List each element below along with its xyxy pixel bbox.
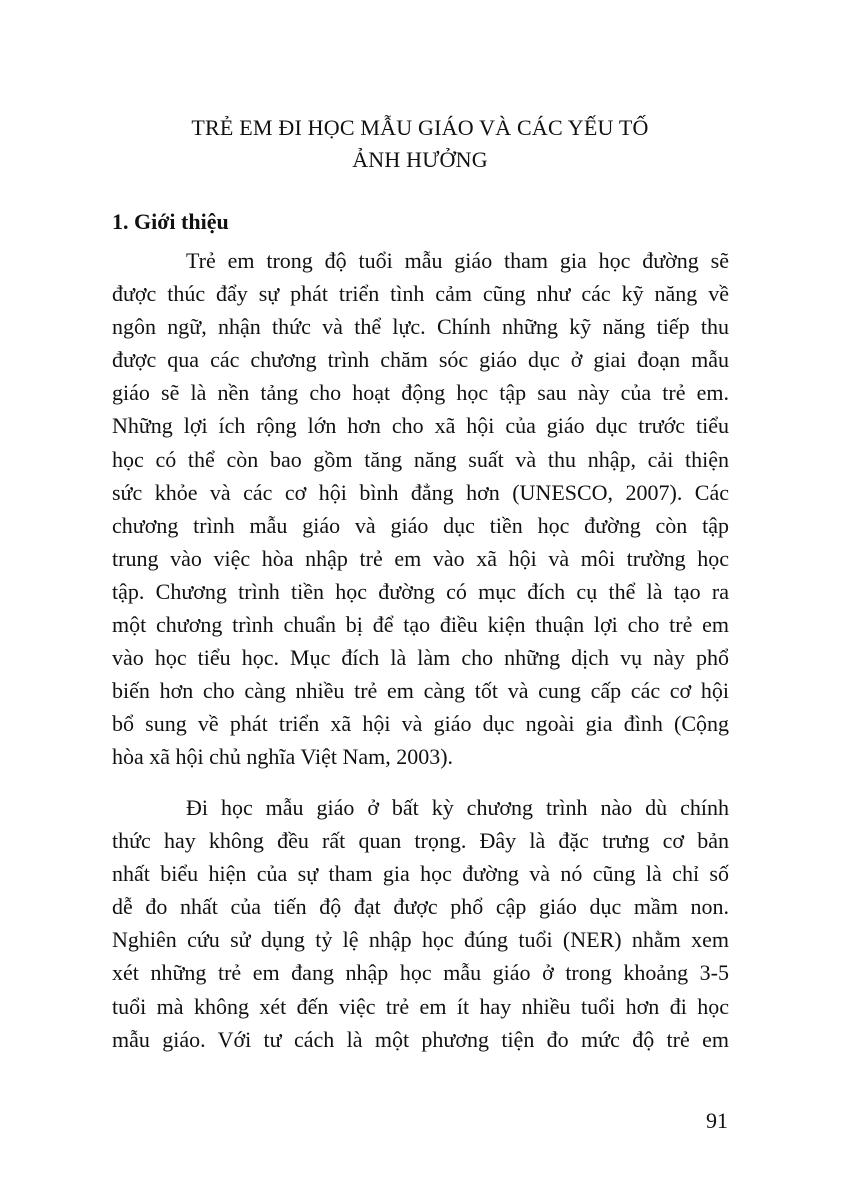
paragraph-line: Đi học mẫu giáo ở bất kỳ chương trình nào dù chính — [186, 795, 729, 820]
paragraph-line: dễ đo nhất của tiến độ đạt được phổ cập giáo dục mầm non. — [112, 894, 729, 920]
chapter-title-line-2: ẢNH HƯỞNG — [352, 147, 488, 172]
section-heading: 1. Giới thiệu — [112, 209, 229, 234]
paragraph-line: tuổi mà không xét đến việc trẻ em ít hay nhiều tuổi hơn đi học — [112, 993, 729, 1019]
paragraph-line: học có thể còn bao gồm tăng năng suất và thu nhập, cải thiện — [112, 446, 729, 472]
paragraph-line: bổ sung về phát triển xã hội và giáo dục ngoài gia đình (Cộng — [112, 711, 729, 737]
paragraph-introduction — [112, 244, 729, 774]
paragraph-line: được qua các chương trình chăm sóc giáo dục ở giai đoạn mẫu — [112, 347, 729, 373]
paragraph-enrollment — [112, 791, 729, 1056]
paragraph-line: hòa xã hội chủ nghĩa Việt Nam, 2003). — [112, 744, 454, 770]
chapter-title-line-1: TRẺ EM ĐI HỌC MẪU GIÁO VÀ CÁC YẾU TỐ — [191, 115, 649, 140]
paragraph-line: chương trình mẫu giáo và giáo dục tiền học đường còn tập — [112, 512, 729, 538]
paragraph-line: một chương trình chuẩn bị để tạo điều kiện thuận lợi cho trẻ em — [112, 612, 729, 638]
paragraph-line: ngôn ngữ, nhận thức và thể lực. Chính những kỹ năng tiếp thu — [112, 314, 729, 340]
paragraph-line: Những lợi ích rộng lớn hơn cho xã hội của giáo dục trước tiểu — [112, 413, 729, 439]
paragraph-line: Nghiên cứu sử dụng tỷ lệ nhập học đúng tuổi (NER) nhằm xem — [112, 927, 729, 953]
paragraph-line: vào học tiểu học. Mục đích là làm cho những dịch vụ này phổ — [112, 645, 729, 671]
paragraph-line: tập. Chương trình tiền học đường có mục đích cụ thể là tạo ra — [112, 578, 729, 604]
paragraph-line: mẫu giáo. Với tư cách là một phương tiện đo mức độ trẻ em — [112, 1026, 729, 1052]
paragraph-line: biến hơn cho càng nhiều trẻ em càng tốt và cung cấp các cơ hội — [112, 678, 729, 704]
chapter-title — [100, 112, 740, 176]
paragraph-line: xét những trẻ em đang nhập học mẫu giáo ở trong khoảng 3-5 — [112, 960, 729, 986]
paragraph-line: sức khỏe và các cơ hội bình đẳng hơn (UNESCO, 2007). Các — [112, 479, 729, 505]
paragraph-line: được thúc đẩy sự phát triển tình cảm cũng như các kỹ năng về — [112, 281, 729, 307]
paragraph-line: nhất biểu hiện của sự tham gia học đường và nó cũng là chỉ số — [112, 861, 729, 887]
paragraph-line: thức hay không đều rất quan trọng. Đây là đặc trưng cơ bản — [112, 828, 729, 854]
paragraph-line: trung vào việc hòa nhập trẻ em vào xã hội và môi trường học — [112, 545, 729, 571]
paragraph-line: giáo sẽ là nền tảng cho hoạt động học tập sau này của trẻ em. — [112, 380, 729, 406]
paragraph-line: Trẻ em trong độ tuổi mẫu giáo tham gia học đường sẽ — [186, 248, 729, 273]
page-number: 91 — [706, 1108, 728, 1133]
